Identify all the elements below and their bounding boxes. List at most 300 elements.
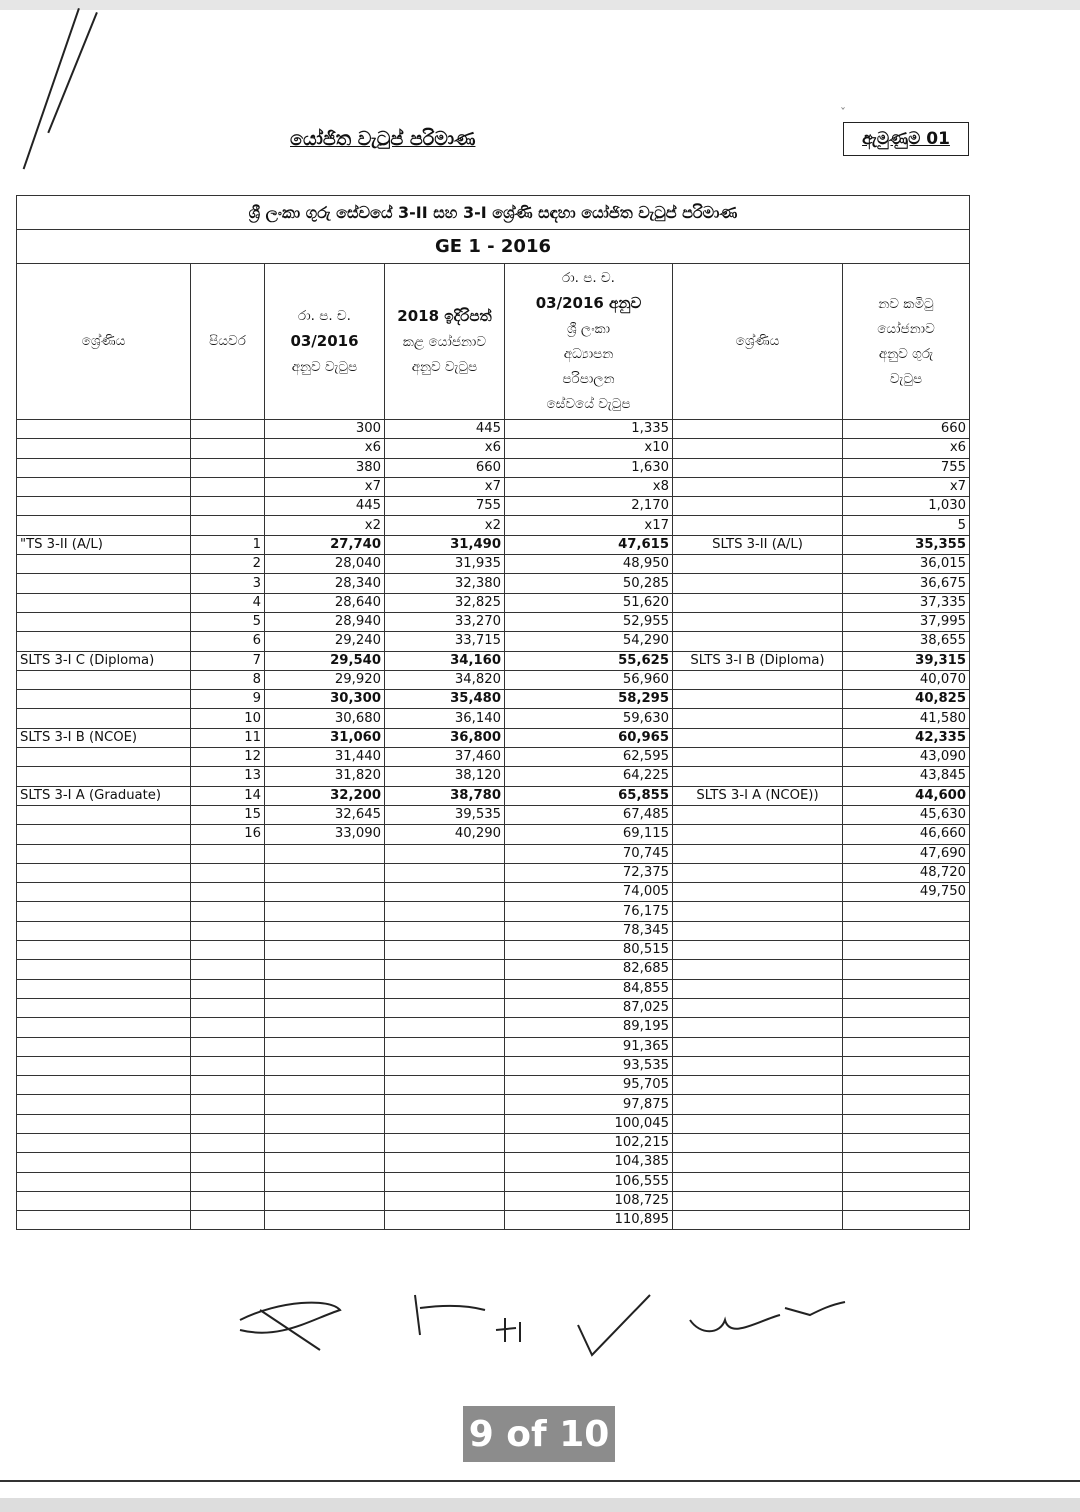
cell-c4: 37,995 [843,612,970,631]
cell-c2 [385,1133,505,1152]
cell-c3: 74,005 [505,883,673,902]
cell-c3: 95,705 [505,1076,673,1095]
cell-c2 [385,979,505,998]
cell-c2: 33,270 [385,612,505,631]
table-row [17,574,970,593]
cell-c3: 76,175 [505,902,673,921]
cell-g1 [17,574,191,593]
cell-c4: 38,655 [843,632,970,651]
cell-c2 [385,1018,505,1037]
bottom-bar [0,1498,1080,1512]
table-row [17,863,970,882]
cell-g2 [673,1191,843,1210]
table-row [17,844,970,863]
cell-c2 [385,941,505,960]
cell-g1 [17,709,191,728]
cell-s: 5 [191,612,265,631]
cell-c4 [843,1076,970,1095]
cell-s [191,516,265,535]
cell-c2: x7 [385,477,505,496]
cell-s: 10 [191,709,265,728]
table-row [17,1133,970,1152]
cell-g2 [673,670,843,689]
cell-g1 [17,1172,191,1191]
top-bar [0,0,1080,10]
cell-s [191,863,265,882]
cell-g2 [673,1076,843,1095]
cell-s [191,1018,265,1037]
cell-g2 [673,863,843,882]
cell-g2 [673,902,843,921]
cell-c3: 55,625 [505,651,673,670]
cell-c2: 32,380 [385,574,505,593]
cell-c1: 31,440 [265,748,385,767]
cell-s [191,960,265,979]
cell-c3: 106,555 [505,1172,673,1191]
cell-g1 [17,767,191,786]
cell-c4: 44,600 [843,786,970,805]
header-grade: ශ්‍රේණිය [17,264,191,420]
cell-c3: 56,960 [505,670,673,689]
table-row [17,786,970,805]
cell-c1 [265,941,385,960]
cell-c2: 36,800 [385,728,505,747]
cell-c3: 82,685 [505,960,673,979]
table-row [17,767,970,786]
cell-c1: 32,200 [265,786,385,805]
cell-g2 [673,477,843,496]
cell-g2 [673,1172,843,1191]
cell-c1: x6 [265,439,385,458]
cell-c1: 28,940 [265,612,385,631]
cell-g1 [17,1153,191,1172]
cell-s [191,458,265,477]
cell-c3: 60,965 [505,728,673,747]
cell-s: 8 [191,670,265,689]
cell-c1 [265,863,385,882]
cell-g2 [673,497,843,516]
cell-c4: 37,335 [843,593,970,612]
cell-g1 [17,497,191,516]
table-row [17,632,970,651]
cell-g1 [17,902,191,921]
cell-c3: 70,745 [505,844,673,863]
cell-c4: 5 [843,516,970,535]
cell-g1 [17,979,191,998]
cell-c3: 51,620 [505,593,673,612]
cell-c1 [265,1095,385,1114]
cell-s [191,1114,265,1133]
cell-s: 16 [191,825,265,844]
cell-g1 [17,1095,191,1114]
cell-g1 [17,748,191,767]
header-committee-salary: නව කමිටු යෝජනාව අනුව ගුරු වැටුප [843,264,970,420]
cell-c1: 29,540 [265,651,385,670]
cell-s: 13 [191,767,265,786]
cell-c2 [385,1056,505,1075]
cell-c1 [265,1018,385,1037]
cell-s [191,1211,265,1230]
cell-g1 [17,998,191,1017]
table-row [17,709,970,728]
cell-c1 [265,1056,385,1075]
cell-g2 [673,690,843,709]
cell-c2: 36,140 [385,709,505,728]
cell-c3: x10 [505,439,673,458]
cell-g1 [17,670,191,689]
cell-c3: 1,335 [505,420,673,439]
header-grade-2: ශ්‍රේණිය [673,264,843,420]
cell-g2: SLTS 3-II (A/L) [673,535,843,554]
cell-c3: 50,285 [505,574,673,593]
cell-c1 [265,883,385,902]
table-row [17,1056,970,1075]
cell-c2: 35,480 [385,690,505,709]
cell-s [191,1191,265,1210]
signatures [220,1280,860,1370]
cell-g2 [673,709,843,728]
cell-s: 6 [191,632,265,651]
table-row [17,921,970,940]
cell-c4: 39,315 [843,651,970,670]
cell-c4: 42,335 [843,728,970,747]
cell-c3: x17 [505,516,673,535]
cell-c4 [843,1133,970,1152]
cell-c1: 29,240 [265,632,385,651]
cell-c2 [385,1153,505,1172]
cell-g1 [17,883,191,902]
cell-c1: 380 [265,458,385,477]
header-slas-salary: රා. ප. ච. 03/2016 අනුව ශ්‍රී ලංකා අධ්‍යාපන පරිපාලන සේවයේ වැටුප [505,264,673,420]
cell-g2: SLTS 3-I A (NCOE)) [673,786,843,805]
table-row [17,941,970,960]
cell-c2 [385,1172,505,1191]
cell-c4: 36,675 [843,574,970,593]
cell-c2 [385,921,505,940]
cell-c4: 40,070 [843,670,970,689]
cell-g1 [17,941,191,960]
cell-g2 [673,941,843,960]
cell-c3: 87,025 [505,998,673,1017]
cell-c1: 30,300 [265,690,385,709]
cell-c4 [843,1095,970,1114]
cell-c4: 35,355 [843,535,970,554]
cell-c3: 64,225 [505,767,673,786]
table-subtitle: GE 1 - 2016 [17,230,970,264]
cell-g1 [17,690,191,709]
cell-g2 [673,1114,843,1133]
cell-s [191,1133,265,1152]
cell-g2 [673,921,843,940]
cell-g2 [673,767,843,786]
cell-c4 [843,1018,970,1037]
cell-s [191,979,265,998]
cell-s: 7 [191,651,265,670]
cell-c1 [265,1211,385,1230]
table-row [17,805,970,824]
cell-g2 [673,960,843,979]
cell-c1 [265,902,385,921]
cell-g2 [673,439,843,458]
cell-c2: 37,460 [385,748,505,767]
cell-c4: x7 [843,477,970,496]
header-circular-salary: රා. ප. ච. 03/2016 අනුව වැටුප [265,264,385,420]
cell-c4 [843,921,970,940]
table-row [17,420,970,439]
table-row [17,439,970,458]
annex-label: ඇමුණුම 01 [843,122,969,156]
cell-c1: 28,340 [265,574,385,593]
table-row [17,902,970,921]
cell-c3: 1,630 [505,458,673,477]
cell-c1: 300 [265,420,385,439]
cell-g2 [673,998,843,1017]
cell-c4: 41,580 [843,709,970,728]
cell-s: 2 [191,555,265,574]
cell-g1 [17,477,191,496]
cell-g1 [17,1037,191,1056]
cell-c1: 31,060 [265,728,385,747]
table-row [17,1037,970,1056]
table-row [17,651,970,670]
cell-c1 [265,1191,385,1210]
cell-g2 [673,728,843,747]
table-row [17,535,970,554]
cell-c4: 49,750 [843,883,970,902]
cell-g2 [673,458,843,477]
cell-g2 [673,883,843,902]
cell-g1: SLTS 3-I B (NCOE) [17,728,191,747]
table-row [17,1153,970,1172]
cell-c2: 34,820 [385,670,505,689]
cell-c4 [843,960,970,979]
cell-c3: 54,290 [505,632,673,651]
cell-c3: 59,630 [505,709,673,728]
cell-g2 [673,1153,843,1172]
cell-c3: 80,515 [505,941,673,960]
cell-g1 [17,420,191,439]
page-indicator: 9 of 10 [463,1406,615,1462]
cell-c4 [843,998,970,1017]
table-row [17,477,970,496]
cell-c3: 52,955 [505,612,673,631]
cell-c1: 31,820 [265,767,385,786]
cell-g1 [17,1191,191,1210]
cell-g2 [673,612,843,631]
cell-c2: x6 [385,439,505,458]
table-row [17,497,970,516]
cell-g1 [17,458,191,477]
salary-table [16,195,970,1230]
cell-s [191,420,265,439]
cell-c2: 32,825 [385,593,505,612]
cell-g1 [17,1076,191,1095]
cell-c1 [265,921,385,940]
table-row [17,1076,970,1095]
cell-c4 [843,1114,970,1133]
cell-c4: 36,015 [843,555,970,574]
cell-c4 [843,1172,970,1191]
cell-c3: 72,375 [505,863,673,882]
cell-c2: 38,120 [385,767,505,786]
cell-g2 [673,555,843,574]
cell-c1: x2 [265,516,385,535]
cell-g1 [17,439,191,458]
cell-c2 [385,902,505,921]
cell-g2 [673,844,843,863]
cell-c1 [265,1076,385,1095]
cell-c3: 58,295 [505,690,673,709]
cell-c4: 43,845 [843,767,970,786]
cell-c3: 89,195 [505,1018,673,1037]
cell-s [191,902,265,921]
scan-mark: ˇ [840,106,846,120]
cell-c2 [385,1211,505,1230]
cell-s: 4 [191,593,265,612]
cell-g2 [673,748,843,767]
cell-g1 [17,1114,191,1133]
cell-g1 [17,1211,191,1230]
cell-c4: 40,825 [843,690,970,709]
cell-g1 [17,632,191,651]
cell-s: 14 [191,786,265,805]
cell-c1: 33,090 [265,825,385,844]
cell-c3: x8 [505,477,673,496]
table-row [17,1172,970,1191]
cell-g1 [17,960,191,979]
cell-c3: 48,950 [505,555,673,574]
cell-c4: 1,030 [843,497,970,516]
cell-s: 11 [191,728,265,747]
cell-c4 [843,902,970,921]
cell-c2: 33,715 [385,632,505,651]
cell-g1 [17,863,191,882]
table-row [17,998,970,1017]
table-row [17,1211,970,1230]
cell-c2: 39,535 [385,805,505,824]
header-2018-proposal: 2018 ඉදිරිපත් කළ යෝජනාව අනුව වැටුප [385,264,505,420]
cell-g2 [673,1133,843,1152]
cell-c1: x7 [265,477,385,496]
cell-c4: 660 [843,420,970,439]
cell-g2 [673,825,843,844]
divider [0,1480,1080,1482]
cell-s: 1 [191,535,265,554]
cell-g1: SLTS 3-I C (Diploma) [17,651,191,670]
cell-g2 [673,1211,843,1230]
table-row [17,728,970,747]
cell-c3: 91,365 [505,1037,673,1056]
cell-c3: 2,170 [505,497,673,516]
cell-c2: 660 [385,458,505,477]
cell-c3: 47,615 [505,535,673,554]
table-row [17,1095,970,1114]
cell-g1: "TS 3-II (A/L) [17,535,191,554]
cell-c2 [385,1076,505,1095]
cell-c2 [385,1095,505,1114]
table-row [17,1018,970,1037]
table-row [17,883,970,902]
cell-s: 12 [191,748,265,767]
cell-c3: 110,895 [505,1211,673,1230]
cell-s [191,477,265,496]
cell-c2: 445 [385,420,505,439]
cell-s [191,883,265,902]
cell-g2: SLTS 3-I B (Diploma) [673,651,843,670]
cell-g1 [17,921,191,940]
cell-c4 [843,1153,970,1172]
cell-c3: 65,855 [505,786,673,805]
cell-c1 [265,1153,385,1172]
cell-c1: 27,740 [265,535,385,554]
cell-s [191,439,265,458]
table-row [17,1114,970,1133]
cell-c1 [265,960,385,979]
cell-s [191,1172,265,1191]
document-title: යෝජිත වැටුප් පරිමාණ [290,128,476,150]
cell-c1: 28,640 [265,593,385,612]
table-row [17,690,970,709]
cell-g1 [17,825,191,844]
cell-c4: 47,690 [843,844,970,863]
header-step: පියවර [191,264,265,420]
cell-c4 [843,1211,970,1230]
cell-c3: 102,215 [505,1133,673,1152]
table-row [17,516,970,535]
cell-g1 [17,555,191,574]
cell-c4 [843,1037,970,1056]
cell-s: 9 [191,690,265,709]
cell-c1: 30,680 [265,709,385,728]
cell-c2: 31,490 [385,535,505,554]
cell-c1 [265,1114,385,1133]
cell-c2: 34,160 [385,651,505,670]
cell-g2 [673,420,843,439]
table-row [17,960,970,979]
cell-c1: 445 [265,497,385,516]
cell-c4: 45,630 [843,805,970,824]
cell-c4: 46,660 [843,825,970,844]
cell-c2: 38,780 [385,786,505,805]
cell-c4: 43,090 [843,748,970,767]
cell-g1 [17,805,191,824]
table-row [17,979,970,998]
cell-s [191,1056,265,1075]
cell-c2: 31,935 [385,555,505,574]
cell-g1 [17,612,191,631]
cell-c4: x6 [843,439,970,458]
cell-c2: x2 [385,516,505,535]
table-row [17,1191,970,1210]
cell-g2 [673,593,843,612]
cell-c3: 62,595 [505,748,673,767]
cell-c1 [265,998,385,1017]
cell-c4 [843,1191,970,1210]
table-title: ශ්‍රී ලංකා ගුරු සේවයේ 3-II සහ 3-I ශ්‍රේණි සඳහා යෝජිත වැටුප් පරිමාණ [17,196,970,230]
cell-g1 [17,1056,191,1075]
cell-c3: 67,485 [505,805,673,824]
cell-c2 [385,1191,505,1210]
cell-s [191,844,265,863]
cell-g2 [673,632,843,651]
cell-c2 [385,1114,505,1133]
cell-c4: 755 [843,458,970,477]
cell-c4: 48,720 [843,863,970,882]
cell-g2 [673,574,843,593]
cell-c2: 40,290 [385,825,505,844]
cell-c3: 108,725 [505,1191,673,1210]
table-row [17,748,970,767]
